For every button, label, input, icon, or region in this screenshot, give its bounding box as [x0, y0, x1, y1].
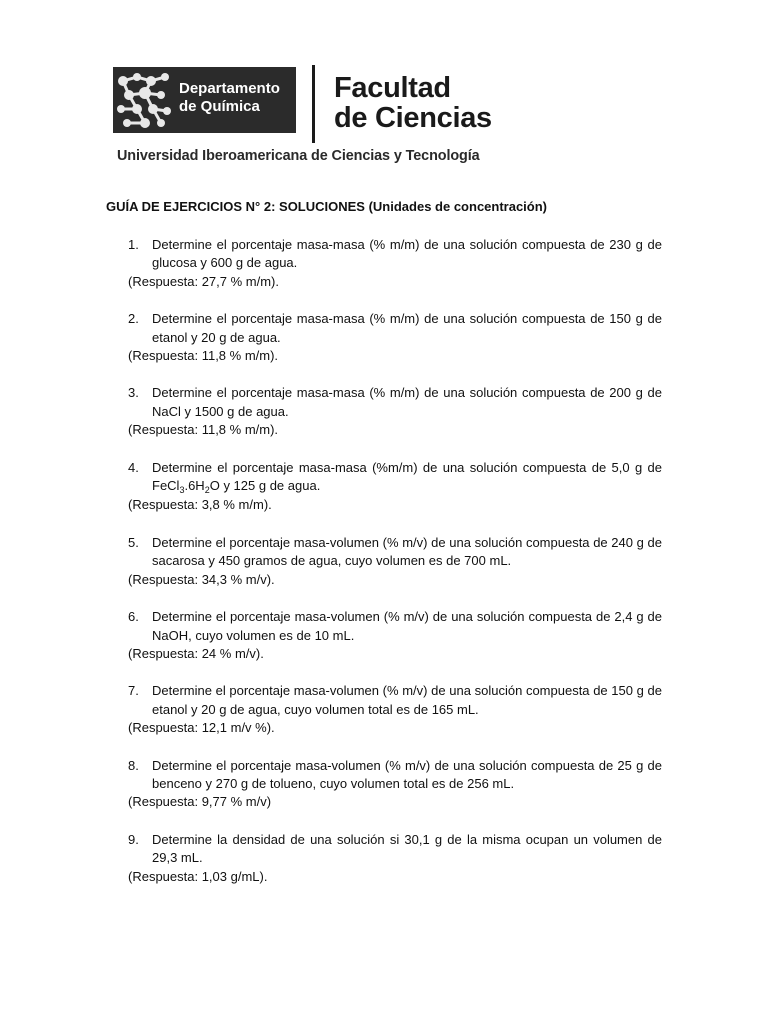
- faculty-line-2: de Ciencias: [334, 102, 492, 134]
- question-text-part-1: Determine el porcentaje masa-masa (%m/m) de una solución compuesta de 5,0 g de FeCl: [152, 459, 662, 494]
- question-text-part-3: O y 125 g de agua.: [209, 478, 321, 494]
- exercise-number: 2.: [128, 311, 139, 327]
- department-line-2: de Química: [179, 98, 260, 115]
- exercise-item: [128, 459, 662, 515]
- exercise-answer: (Respuesta: 27,7 % m/m).: [128, 273, 279, 289]
- exercise-item: [128, 310, 662, 365]
- exercise-answer: (Respuesta: 12,1 m/v %).: [128, 720, 275, 736]
- exercise-item: [128, 384, 662, 439]
- exercise-item: [128, 757, 662, 812]
- header-banner: [113, 63, 495, 171]
- exercise-number: 4.: [128, 459, 139, 475]
- exercise-list: [128, 236, 662, 905]
- exercise-number: 1.: [128, 237, 139, 252]
- exercise-question: [152, 459, 662, 497]
- page-title: GUÍA DE EJERCICIOS N° 2: SOLUCIONES (Unidades de concentración): [106, 199, 548, 214]
- subscript-3: 3: [179, 485, 185, 496]
- molecule-logo-icon: [115, 71, 173, 129]
- exercise-answer: (Respuesta: 1,03 g/mL).: [128, 868, 268, 884]
- exercise-question: Determine la densidad de una solución si 30,1 g de la misma ocupan un volumen de 29,3 mL.: [152, 831, 662, 866]
- exercise-answer: (Respuesta: 9,77 % m/v): [128, 794, 272, 810]
- exercise-item: [128, 534, 662, 589]
- faculty-line-1: Facultad: [334, 72, 451, 104]
- exercise-answer: (Respuesta: 34,3 % m/v).: [128, 571, 275, 587]
- university-name: Universidad Iberoamericana de Ciencias y Tecnología: [117, 148, 480, 164]
- subscript-2: 2: [204, 485, 210, 496]
- exercise-question: Determine el porcentaje masa-masa (% m/m) de una solución compuesta de 150 g de etanol y 20 g de agua.: [152, 311, 662, 345]
- exercise-item: [128, 682, 662, 737]
- exercise-answer: (Respuesta: 11,8 % m/m).: [128, 348, 279, 364]
- exercise-question: Determine el porcentaje masa-volumen (% m/v) de una solución compuesta de 150 g de etanol y 20 g de agua, cuyo volumen total es de 165 mL.: [152, 683, 662, 717]
- exercise-answer: (Respuesta: 11,8 % m/m).: [128, 422, 279, 438]
- faculty-name: [334, 73, 492, 133]
- department-logo: [113, 67, 296, 133]
- exercise-number: 3.: [128, 385, 139, 401]
- exercise-question: Determine el porcentaje masa-volumen (% m/v) de una solución compuesta de 25 g de benceno y 270 g de tolueno, cuyo volumen total es de 256 mL.: [152, 757, 662, 791]
- exercise-question: Determine el porcentaje masa-masa (% m/m) de una solución compuesta de 230 g de glucosa y 600 g de agua.: [152, 237, 662, 271]
- exercise-answer: (Respuesta: 24 % m/v).: [128, 645, 264, 661]
- exercise-number: 5.: [128, 534, 139, 550]
- exercise-item: [128, 831, 662, 886]
- exercise-question: Determine el porcentaje masa-masa (% m/m) de una solución compuesta de 200 g de NaCl y 1500 g de agua.: [152, 385, 662, 419]
- exercise-item: [128, 608, 662, 663]
- exercise-question: Determine el porcentaje masa-volumen (% m/v) de una solución compuesta de 2,4 g de NaOH, cuyo volumen es de 10 mL.: [152, 609, 662, 643]
- question-text-part-2: .6H: [184, 478, 205, 494]
- department-line-1: Departamento: [179, 80, 280, 97]
- header-divider: [312, 65, 315, 143]
- department-name: [179, 80, 280, 116]
- exercise-number: 7.: [128, 683, 139, 699]
- exercise-number: 9.: [128, 831, 139, 847]
- exercise-number: 6.: [128, 609, 139, 625]
- exercise-number: 8.: [128, 757, 139, 773]
- exercise-item: [128, 236, 662, 291]
- exercise-question: Determine el porcentaje masa-volumen (% m/v) de una solución compuesta de 240 g de sacarosa y 450 gramos de agua, cuyo volumen es de 700 mL.: [152, 534, 662, 569]
- exercise-answer: (Respuesta: 3,8 % m/m).: [128, 497, 272, 513]
